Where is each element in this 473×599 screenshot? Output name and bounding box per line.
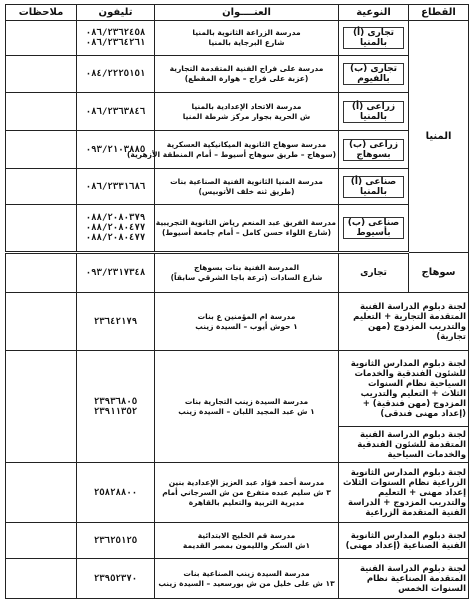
table-row — [6, 131, 469, 169]
phone-cell: ٠٨٦/٢٣٦٣٨٤٦ — [77, 93, 155, 131]
address-cell: مدرسة قم الخليج الابتدائية ١ش السكر والليمون بمصر القديمة — [155, 523, 339, 559]
phone-cell: ٠٨٦/٢٣٣١٦٨٦ — [77, 169, 155, 205]
sector-cell-sohag: سوهاج — [409, 253, 469, 293]
header-phone: تليفون — [77, 5, 155, 21]
header-notes: ملاحظات — [6, 5, 77, 21]
notes-cell — [6, 131, 77, 169]
address-cell: مدرسة السيدة زينب الصناعية بنات ١٣ ش على خليل من ش بورسعيد – السيدة زينب — [155, 559, 339, 599]
table-row — [6, 169, 469, 205]
notes-cell — [6, 56, 77, 93]
type-cell: تجارى — [339, 253, 409, 293]
table-row — [6, 21, 469, 56]
table-row — [6, 523, 469, 559]
address-cell: المدرسة الفنية بنات بسوهاج شارع السادات (ترعة باجا الشرقي سابقاً) — [155, 253, 339, 293]
notes-cell — [6, 463, 77, 523]
notes-cell — [6, 21, 77, 56]
address-cell: مدرسة سوهاج الثانوية الميكانيكية العسكرية (سوهاج – طريق سوهاج أسيوط – أمام المنطقة الأزهرية) — [155, 131, 339, 169]
header-row — [6, 5, 469, 21]
phone-cell: ٠٩٣/٢٣١٧٣٤٨ — [77, 253, 155, 293]
phone-cell: ٢٣٦٢٥١٢٥ — [77, 523, 155, 559]
notes-cell — [6, 559, 77, 599]
table-row — [6, 205, 469, 253]
notes-cell — [6, 205, 77, 253]
table-row — [6, 56, 469, 93]
phone-cell: ٢٣٩٣٦٨٠٥ ٢٣٩١١٣٥٢ — [77, 351, 155, 463]
phone-cell: ٠٨٦/٢٣٦٢٤٥٨ ٠٨٦/٢٣٦٤٢٦١ — [77, 21, 155, 56]
phone-cell: ٢٥٨٢٨٨٠٠ — [77, 463, 155, 523]
phone-cell: ٢٣٦٤٢١٧٩ — [77, 293, 155, 351]
table-row — [6, 351, 469, 427]
certificate-cell: لجنة دبلوم الدراسة الفنية المتقدمة للشئون الفندقية والخدمات السياحية — [339, 427, 469, 463]
type-cell: صناعى (ب) بأسيوط — [339, 205, 409, 253]
type-cell: زراعى (ب) بسوهاج — [339, 131, 409, 169]
type-cell: زراعى (أ) بالمنيا — [339, 93, 409, 131]
table-row — [6, 463, 469, 523]
notes-cell — [6, 523, 77, 559]
table-row — [6, 293, 469, 351]
address-cell: مدرسة المنيا الثانوية الفنية الصناعية بنات (طريق ثنه خلف الأتوبيس) — [155, 169, 339, 205]
phone-cell: ٠٨٨/٢٠٨٠٣٧٩ ٠٨٨/٢٠٨٠٤٧٧ ٠٨٨/٢٠٨٠٤٧٧ — [77, 205, 155, 253]
notes-cell — [6, 293, 77, 351]
header-sector: القطاع — [409, 5, 469, 21]
certificate-cell: لجنة دبلوم الدراسة الفنية المتقدمة الصناعية نظام السنوات الخمس — [339, 559, 469, 599]
table-row — [6, 559, 469, 599]
address-cell: مدرسة على فراج الفنية المتقدمة التجارية (عزبة على فراج – هوارة المقطع) — [155, 56, 339, 93]
sector-cell-minya: المنيا — [409, 21, 469, 253]
table-row — [6, 93, 469, 131]
exam-committees-table — [5, 4, 469, 599]
address-cell: مدرسة الزراعة الثانوية بالمنيا شارع البرجاية بالمنيا — [155, 21, 339, 56]
type-cell: تجارى (ب) بالفيوم — [339, 56, 409, 93]
notes-cell — [6, 169, 77, 205]
header-type: النوعية — [339, 5, 409, 21]
notes-cell — [6, 351, 77, 463]
header-address: العنــــوان — [155, 5, 339, 21]
phone-cell: ٠٨٤/٢٢٢٥١٥١ — [77, 56, 155, 93]
certificate-cell: لجنة دبلوم المدارس الثانوية للشئون الفندقية والخدمات السياحية نظام السنوات الثلاث + التعليم والتدريب المزدوج (مهن فندقية) + (إعداد مهنى فندقى) — [339, 351, 469, 427]
address-cell: مدرسة السيدة زينب التجارية بنات ١ ش عبد المجيد اللبان – السيدة زينب — [155, 351, 339, 463]
address-cell: مدرسة الفريق عبد المنعم رياض الثانوية التجريبية (شارع اللواء حسن كامل – أمام جامعة أسيوط) — [155, 205, 339, 253]
certificate-cell: لجنة دبلوم المدارس الثانوية الزراعية نظام السنوات الثلاث إعداد مهنى + التعليم والتدريب المزدوج + الدراسة الفنية المتقدمة الزراعية — [339, 463, 469, 523]
phone-cell: ٢٣٩٥٢٣٧٠ — [77, 559, 155, 599]
notes-cell — [6, 253, 77, 293]
notes-cell — [6, 93, 77, 131]
address-cell: مدرسة أحمد فؤاد عبد العزيز الإعدادية بنين ٣ ش سليم عبده متفرع من ش السرجاني أمام مديرية التربية والتعليم بالقاهرة — [155, 463, 339, 523]
table-row — [6, 253, 469, 293]
certificate-cell: لجنة دبلوم الدراسة الفنية المتقدمة التجارية + التعليم والتدريب المزدوج (مهن تجارية) — [339, 293, 469, 351]
certificate-cell: لجنة دبلوم المدارس الثانوية الفنية الصناعية (إعداد مهنى) — [339, 523, 469, 559]
address-cell: مدرسة الاتحاد الإعدادية بالمنيا ش الحرية بجوار مركز شرطة المنيا — [155, 93, 339, 131]
type-cell: تجارى (أ) بالمنيا — [339, 21, 409, 56]
type-cell: صناعى (أ) بالمنيا — [339, 169, 409, 205]
phone-cell: ٠٩٣/٢١٠٣٨٨٥ — [77, 131, 155, 169]
address-cell: مدرسة ام المؤمنين ع بنات ١ حوش أيوب – السيدة زينب — [155, 293, 339, 351]
